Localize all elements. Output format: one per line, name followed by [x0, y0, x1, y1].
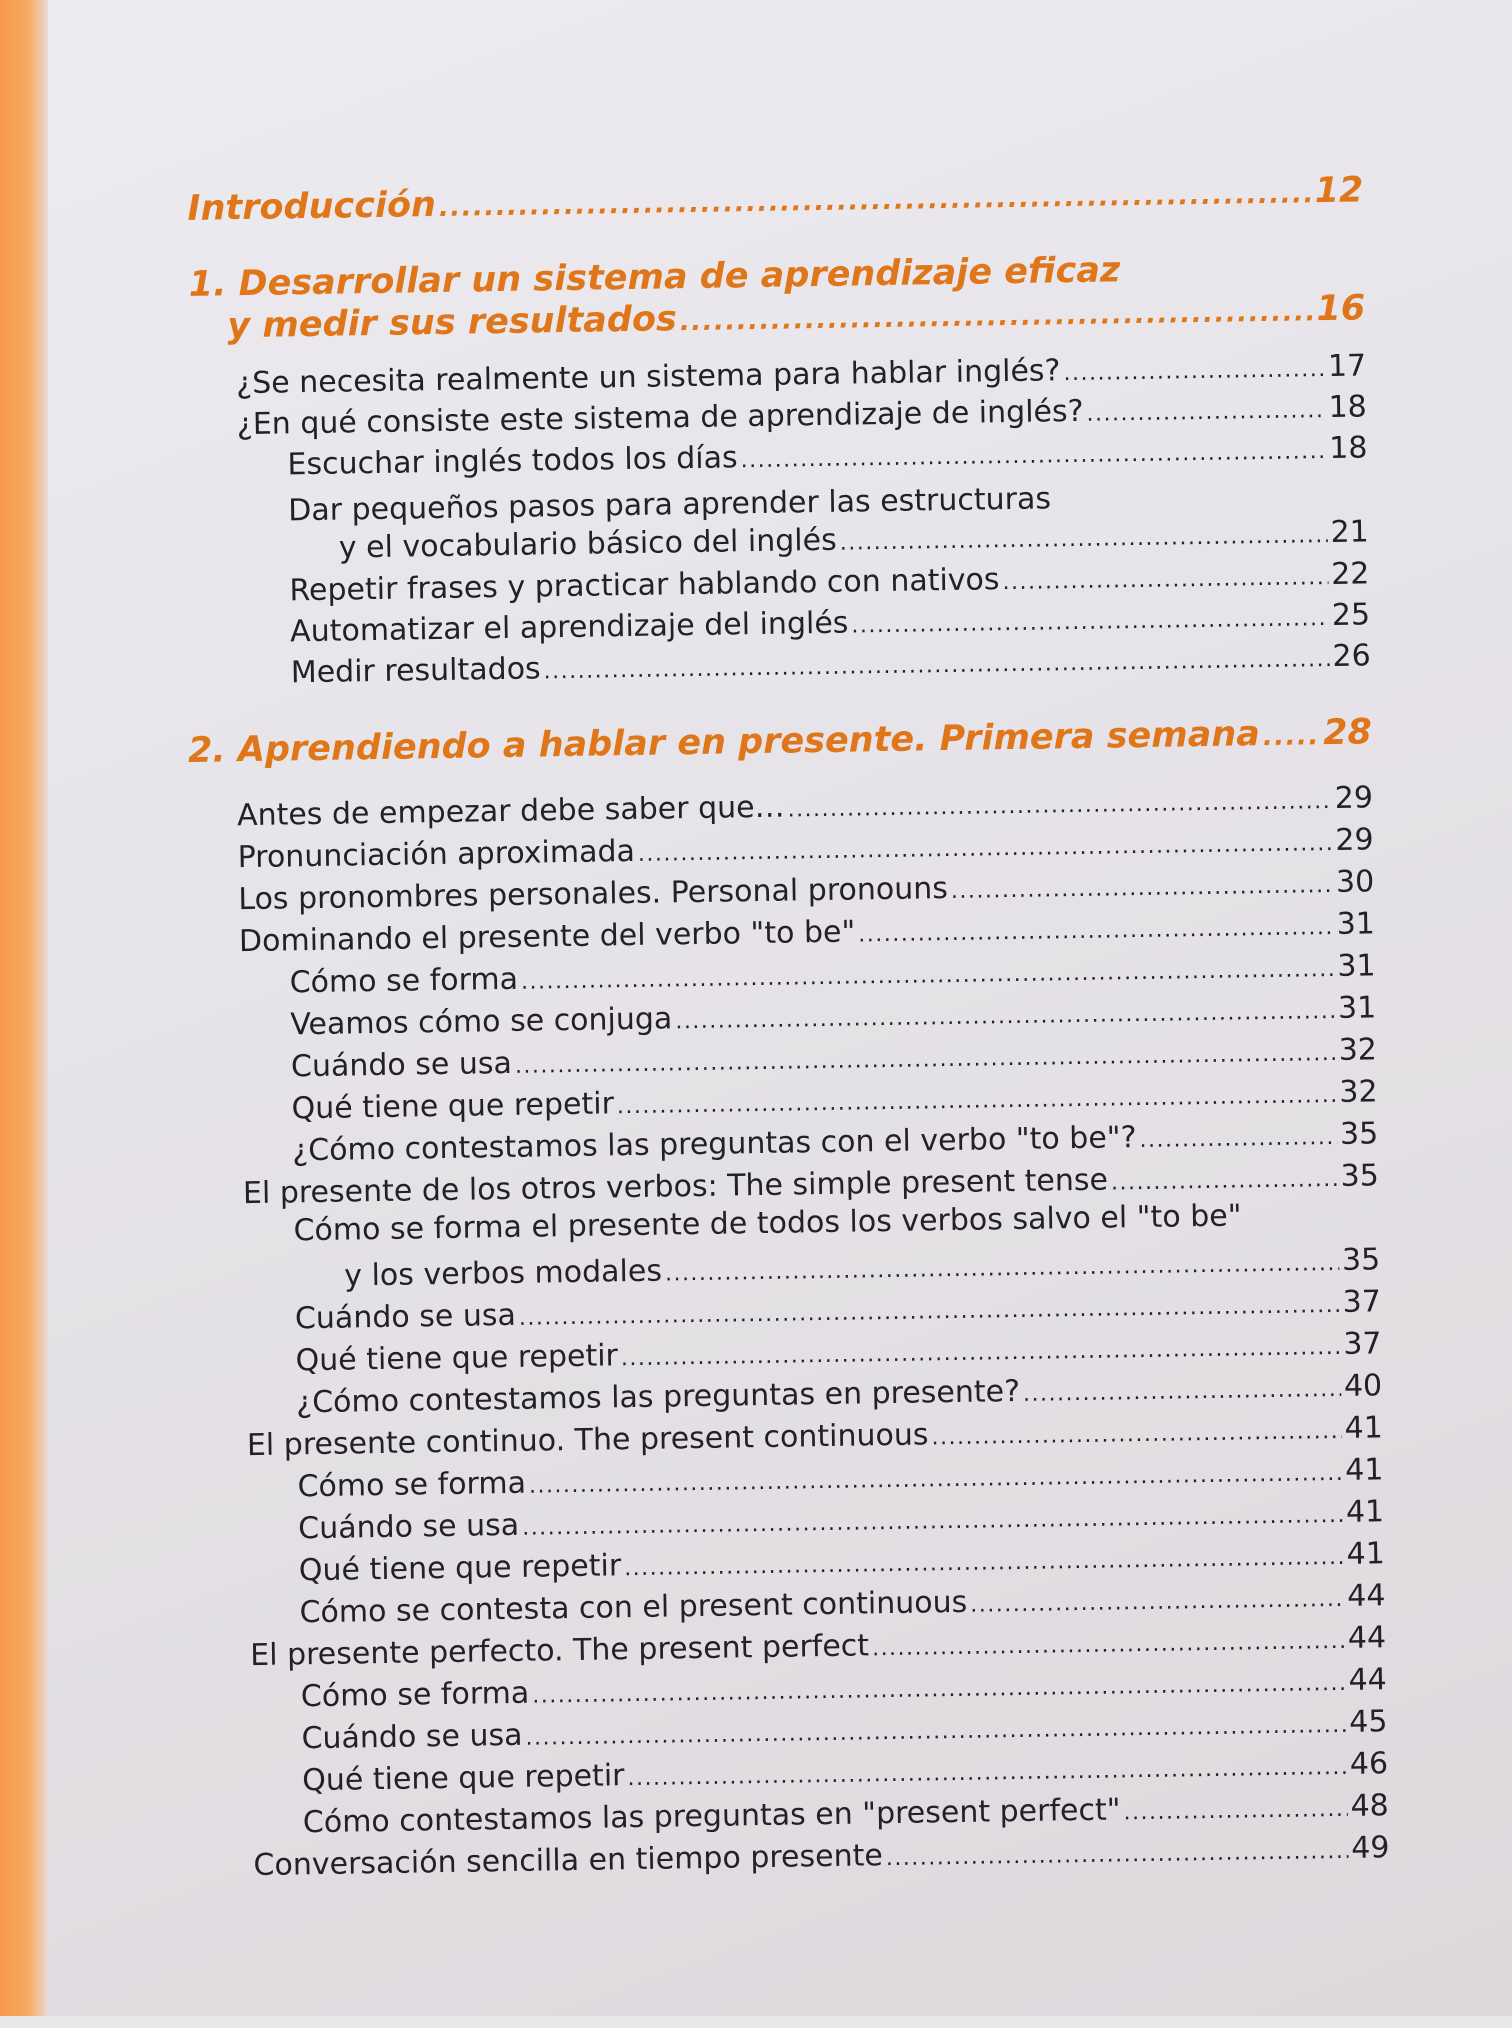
toc-entry: Qué tiene que repetir ..... 37: [295, 1326, 1381, 1378]
dot-leader: [519, 1293, 1340, 1331]
dot-leader: [680, 297, 1314, 337]
toc-entry: Cuándo se usa ..... 32: [291, 1032, 1377, 1084]
dot-leader: [621, 1335, 1341, 1371]
toc-entry: Pronunciación aproximada ..... 29: [237, 822, 1373, 875]
chapter1-title-line1: 1. Desarrollar un sistema de aprendizaje eficaz: [188, 250, 1121, 305]
toc-entry: Qué tiene que repetir ..... 32: [291, 1074, 1377, 1126]
chapter2-title: 2. Aprendiendo a hablar en presente. Primera semana: [187, 714, 1261, 771]
dot-leader: [851, 606, 1329, 638]
toc-entry: El presente continuo. The present continuous ..... 41: [247, 1410, 1383, 1463]
toc-entry: ¿Se necesita realmente un sistema para hablar inglés? ..... 17: [236, 348, 1366, 401]
toc-entry: Veamos cómo se conjuga ..... 31: [290, 990, 1376, 1042]
dot-leader: [1139, 1125, 1337, 1153]
dot-leader: [638, 831, 1333, 867]
dot-leader: [624, 1545, 1344, 1581]
toc-intro-page: 12: [1314, 170, 1364, 212]
toc-entry: Dominando el presente del verbo "to be" ..... 31: [239, 906, 1375, 959]
dot-leader: [515, 1041, 1336, 1079]
dot-leader: [1111, 1167, 1338, 1196]
dot-leader: [522, 1503, 1343, 1541]
toc-intro: [187, 170, 1363, 228]
toc-entry: Cómo contestamos las preguntas en "present perfect" ..... 48: [303, 1788, 1389, 1840]
toc-entry: Cómo se contesta con el present continuous ..... 44: [299, 1578, 1385, 1630]
toc-entry: Cómo se forma ..... 44: [301, 1662, 1387, 1714]
chapter1-title-line2: y medir sus resultados: [227, 299, 678, 347]
dot-leader: [1263, 721, 1321, 752]
toc-entry: y los verbos modales ..... 35: [344, 1242, 1380, 1293]
dot-leader: [1023, 1377, 1341, 1407]
toc-entry-line1: Dar pequeños pasos para aprender las estructuras: [287, 481, 1052, 529]
toc-entry-line1: Cómo se forma el presente de todos los verbos salvo el "to be": [293, 1198, 1242, 1249]
dot-leader: [529, 1461, 1343, 1499]
toc-entry: ¿Cómo contestamos las preguntas en presente? ..... 40: [296, 1368, 1382, 1420]
toc-entry: El presente de los otros verbos: The simple present tense ..... 35: [243, 1158, 1379, 1211]
toc-entry: Antes de empezar debe saber que… ..... 29: [237, 780, 1373, 833]
dot-leader: [543, 647, 1329, 684]
toc-entry: ¿Cómo contestamos las preguntas con el verbo "to be"? ..... 35: [292, 1116, 1378, 1168]
dot-leader: [525, 1713, 1346, 1751]
dot-leader: [1086, 398, 1325, 427]
chapter2-page: 28: [1322, 712, 1373, 754]
toc-entry: Medir resultados ..... 26: [291, 638, 1371, 690]
chapter1-page: 16: [1316, 288, 1366, 330]
dot-leader: [665, 1251, 1339, 1287]
toc-entry: El presente perfecto. The present perfect ..... 44: [250, 1620, 1386, 1673]
dot-leader: [886, 1839, 1349, 1871]
toc-entry: Cómo se forma ..... 41: [297, 1452, 1383, 1504]
dot-leader: [617, 1083, 1337, 1119]
dot-leader: [872, 1629, 1345, 1661]
toc-entry: Repetir frases y practicar hablando con nativos ..... 22: [289, 556, 1369, 608]
toc-entry: Automatizar el aprendizaje del inglés ..... 25: [290, 597, 1370, 649]
dot-leader: [858, 915, 1334, 947]
dot-leader: [840, 523, 1328, 556]
toc-entry: Cuándo se usa ..... 37: [295, 1284, 1381, 1336]
toc-entry: Cómo se forma ..... 31: [289, 948, 1375, 1000]
toc-entry: Cuándo se usa ..... 41: [298, 1494, 1384, 1546]
dot-leader: [951, 873, 1334, 904]
toc-intro-title: Introducción: [187, 184, 437, 229]
toc-entry: Qué tiene que repetir ..... 46: [302, 1746, 1388, 1798]
toc-entry: Los pronombres personales. Personal pronouns ..... 30: [238, 864, 1374, 917]
dot-leader: [740, 439, 1326, 473]
toc-entry: y el vocabulario básico del inglés ..... 21: [339, 514, 1369, 565]
toc-entry: Escuchar inglés todos los días ..... 18: [287, 430, 1367, 482]
dot-leader: [521, 957, 1335, 995]
toc-entry: Conversación sencilla en tiempo presente ..... 49: [253, 1830, 1389, 1883]
dot-leader: [1002, 565, 1328, 595]
dot-leader: [970, 1587, 1344, 1618]
chapter2-heading: [188, 712, 1372, 771]
toc-entry: Qué tiene que repetir ..... 41: [299, 1536, 1385, 1588]
dot-leader: [532, 1671, 1346, 1709]
toc-entry: Cuándo se usa ..... 45: [301, 1704, 1387, 1756]
dot-leader: [439, 179, 1312, 223]
dot-leader: [931, 1419, 1342, 1450]
dot-leader: [1123, 1797, 1347, 1826]
dot-leader: [627, 1755, 1347, 1791]
dot-leader: [1063, 357, 1325, 386]
dot-leader: [675, 999, 1335, 1034]
dot-leader: [787, 789, 1332, 823]
toc-entry: ¿En qué consiste este sistema de aprendizaje de inglés? ..... 18: [237, 389, 1367, 442]
